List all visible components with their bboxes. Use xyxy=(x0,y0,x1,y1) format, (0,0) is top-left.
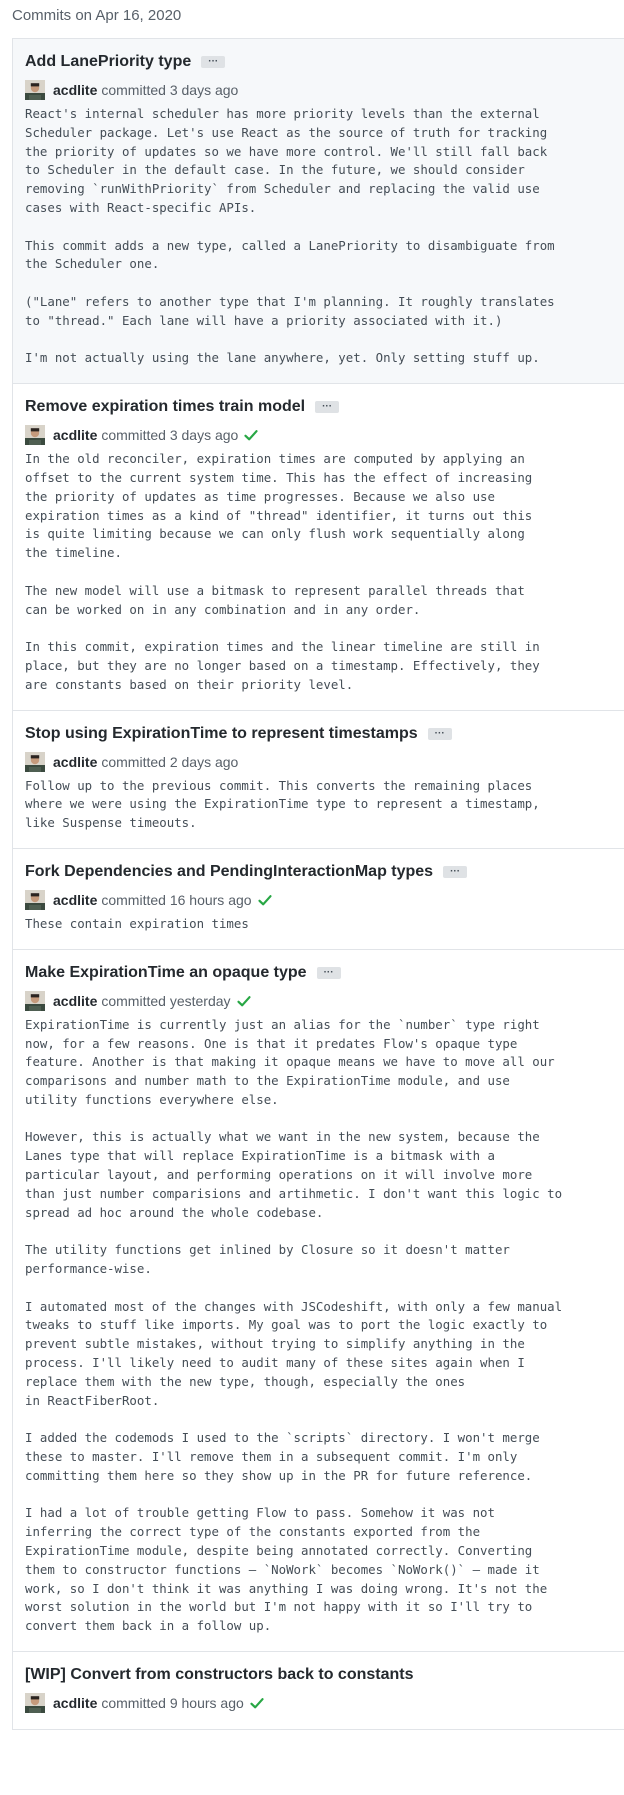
commit-title-link[interactable]: Make ExpirationTime an opaque type xyxy=(25,963,307,981)
avatar-icon[interactable] xyxy=(25,425,45,445)
avatar-icon[interactable] xyxy=(25,752,45,772)
ellipsis-icon[interactable]: ··· xyxy=(315,401,339,413)
commit-author-link[interactable]: acdlite xyxy=(53,891,98,908)
avatar-icon[interactable] xyxy=(25,890,45,910)
commit-title-link[interactable]: Remove expiration times train model xyxy=(25,398,306,416)
commit-group-header: Commits on Apr 16, 2020 xyxy=(12,7,182,24)
check-icon[interactable] xyxy=(257,892,273,908)
commit-title-link[interactable]: Stop using ExpirationTime to represent timestamps xyxy=(25,724,418,742)
commit-item xyxy=(13,384,624,710)
relative-time: 3 days ago xyxy=(169,82,239,98)
committed-label: committed xyxy=(101,753,166,770)
relative-time: yesterday xyxy=(169,992,231,1009)
committed-label: committed xyxy=(101,992,166,1009)
committed-label: committed xyxy=(101,891,166,908)
commit-author-link[interactable]: acdlite xyxy=(53,82,98,98)
commit-description: Follow up to the previous commit. This converts the remaining places where we were using the ExpirationTime type to represent a timestamp, like Suspense timeouts. xyxy=(25,777,540,831)
check-icon[interactable] xyxy=(236,993,252,1009)
committed-label: committed xyxy=(101,427,166,444)
commit-author-link[interactable]: acdlite xyxy=(53,753,98,770)
relative-time: 16 hours ago xyxy=(169,891,252,908)
relative-time: 2 days ago xyxy=(169,753,239,770)
commit-description: In the old reconciler, expiration times are computed by applying an offset to the current system time. This has the effect of increasing the priority of updates as time progresses. Because we also use expiration times as a kind of "thread" identifier, it turns out this is quite limiting because we can only flush work sequentially along the timeline. The new model will use a bitmask to represent parallel threads that can be worked on in any combination and in any order. In this commit, expiration times and the linear timeline are still in place, but they are no longer based on a timestamp. Effectively, they are constants based on their priority level. xyxy=(25,451,540,692)
commit-title-link[interactable]: [WIP] Convert from constructors back to constants xyxy=(25,1666,414,1683)
committed-label: committed xyxy=(101,82,166,98)
commit-item xyxy=(13,1652,624,1730)
committed-label: committed xyxy=(101,1695,166,1711)
commit-description: ExpirationTime is currently just an alias for the `number` type right now, for a few reasons. One is that it predates Flow's opaque type feature. Another is that making it opaque means we have to move all our comparisons and number math to the ExpirationTime module, and use utility functions everywhere else. However, this is actually what we want in the new system, because the Lanes type that will replace ExpirationTime is a bitmask with a particular layout, and performing operations on it will involve more than just number comparisions and artihmetic. I don't want this logic to spread ad hoc around the whole codebase. The utility functions get inlined by Closure so it doesn't matter performance-wise. I automated most of the changes with JSCodeshift, with only a few manual tweaks to stuff like imports. My goal was to port the logic exactly to prevent subtle mistakes, without trying to simplify anything in the process. I'll likely need to audit many of these sites again when I replace them with the new type, though, especially the ones in ReactFiberRoot. I added the codemods I used to the `scripts` directory. I won't merge these to master. I'll remove them in a subsequent commit. I'm only committing them here so they show up in the PR for future reference. I had a lot of trouble getting Flow to pass. Somehow it was not inferring the correct type of the constants exported from the ExpirationTime module, despite being annotated correctly. Converting them to constructor functions — `NoWork` becomes `NoWork()` — made it work, so I don't think it was anything I was doing wrong. It's not the worst solution in the world but I'm not happy with it so I'll try to convert them back in a follow up. xyxy=(25,1016,563,1634)
commit-list xyxy=(12,38,624,1730)
avatar-icon[interactable] xyxy=(25,80,45,100)
commit-item xyxy=(13,711,624,849)
ellipsis-icon[interactable]: ··· xyxy=(317,967,341,979)
commit-description: These contain expiration times xyxy=(25,915,249,931)
ellipsis-icon[interactable]: ··· xyxy=(443,866,467,878)
avatar-icon[interactable] xyxy=(25,991,45,1011)
check-icon[interactable] xyxy=(249,1695,265,1711)
ellipsis-icon[interactable]: ··· xyxy=(428,728,452,740)
commit-title-link[interactable]: Add LanePriority type xyxy=(25,53,192,70)
commit-author-link[interactable]: acdlite xyxy=(53,427,98,444)
commit-item xyxy=(13,950,624,1652)
commit-author-link[interactable]: acdlite xyxy=(53,1695,98,1711)
commit-item xyxy=(13,39,624,384)
avatar-icon[interactable] xyxy=(25,1693,45,1713)
commit-description: React's internal scheduler has more priority levels than the external Scheduler package. Let's use React as the source of truth for tracking the priority of updates so we have more control. We'll still fall back to Scheduler in the default case. In the future, we should consider removing `runWithPriority` from Scheduler and replacing the valid use cases with React-specific APIs. This commit adds a new type, called a LanePriority to disambiguate from the Scheduler one. ("Lane" refers to another type that I'm planning. It roughly translates to "thread." Each lane will have a priority associated with it.) I'm not actually using the lane anywhere, yet. Only setting stuff up. xyxy=(25,106,555,366)
commit-title-link[interactable]: Fork Dependencies and PendingInteractionMap types xyxy=(25,862,434,880)
ellipsis-icon[interactable]: ··· xyxy=(201,56,225,68)
check-icon[interactable] xyxy=(243,427,259,443)
relative-time: 9 hours ago xyxy=(169,1695,244,1711)
commit-item xyxy=(13,849,624,950)
relative-time: 3 days ago xyxy=(169,427,239,444)
commit-author-link[interactable]: acdlite xyxy=(53,992,98,1009)
